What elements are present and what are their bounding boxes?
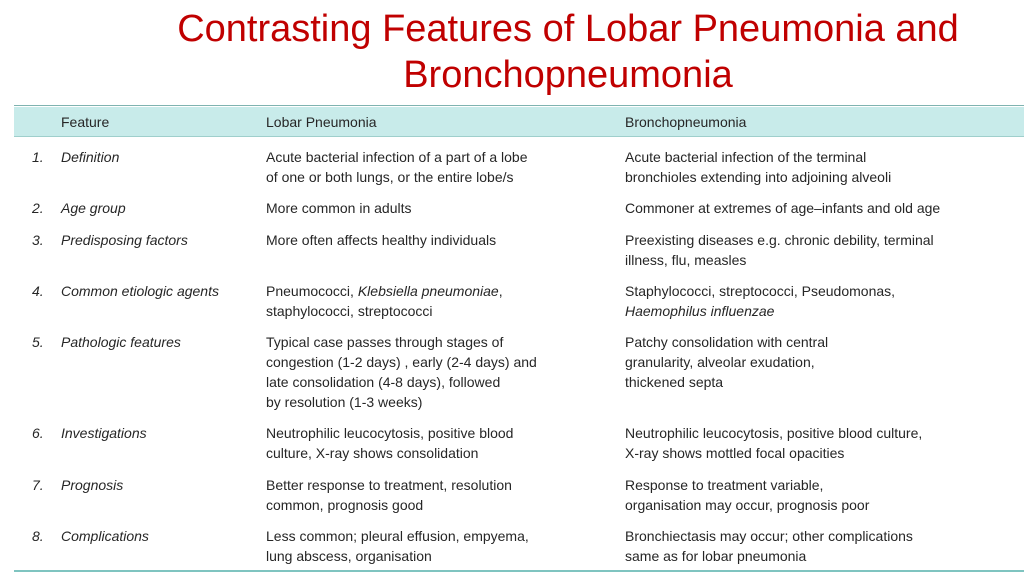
row-feature: Prognosis	[61, 477, 124, 493]
row-number: 1.	[32, 149, 44, 165]
lobar-agents-text: Pneumococci,	[266, 283, 358, 299]
row-broncho-cell: Neutrophilic leucocytosis, positive blood culture, X-ray shows mottled focal opacities	[625, 425, 923, 461]
row-number: 5.	[32, 334, 44, 350]
row-broncho-cell: Response to treatment variable, organisation may occur, prognosis poor	[625, 477, 870, 513]
row-number: 4.	[32, 283, 44, 299]
broncho-agents-text: Staphylococci, streptococci, Pseudomonas,	[625, 283, 896, 299]
row-feature: Complications	[61, 528, 149, 544]
comparison-table	[14, 107, 1024, 564]
row-number: 3.	[32, 232, 44, 248]
page-title	[128, 6, 1008, 98]
row-broncho-cell: Patchy consolidation with central granularity, alveolar exudation, thickened septa	[625, 334, 829, 390]
row-lobar-cell: Better response to treatment, resolution common, prognosis good	[266, 477, 512, 513]
row-number: 7.	[32, 477, 44, 493]
header-feature: Feature	[61, 114, 110, 130]
title-line-1: Contrasting Features of Lobar Pneumonia and	[177, 8, 959, 50]
table-top-rule	[14, 105, 1024, 106]
header-broncho: Bronchopneumonia	[625, 114, 747, 130]
row-feature: Common etiologic agents	[61, 283, 219, 299]
row-feature: Age group	[61, 200, 126, 216]
table-header-row	[14, 107, 1024, 137]
row-broncho-cell: Bronchiectasis may occur; other complications same as for lobar pneumonia	[625, 528, 913, 564]
lobar-agents-text-2: staphylococci, streptococci	[266, 303, 433, 319]
row-broncho-cell	[625, 281, 1020, 321]
row-lobar-cell: Typical case passes through stages of congestion (1-2 days) , early (2-4 days) and late consolidation (4-8 days), followed by resolution (1-3 weeks)	[266, 334, 537, 410]
row-feature: Predisposing factors	[61, 232, 188, 248]
table-bottom-rule	[14, 570, 1024, 572]
title-line-2: Bronchopneumonia	[403, 54, 733, 96]
row-broncho-cell: Acute bacterial infection of the terminal bronchioles extending into adjoining alveoli	[625, 149, 892, 185]
row-feature: Investigations	[61, 425, 147, 441]
row-lobar-cell: More common in adults	[266, 200, 412, 216]
lobar-agents-comma: ,	[498, 283, 503, 299]
row-number: 8.	[32, 528, 44, 544]
row-lobar-cell	[266, 281, 616, 321]
broncho-agents-haemophilus: Haemophilus influenzae	[625, 303, 775, 319]
row-lobar-cell: More often affects healthy individuals	[266, 232, 497, 248]
header-lobar: Lobar Pneumonia	[266, 114, 377, 130]
row-lobar-cell: Acute bacterial infection of a part of a lobe of one or both lungs, or the entire lobe/s	[266, 149, 528, 185]
row-number: 2.	[32, 200, 44, 216]
lobar-agents-klebsiella: Klebsiella pneumoniae	[357, 283, 499, 299]
row-number: 6.	[32, 425, 44, 441]
row-broncho-cell: Preexisting diseases e.g. chronic debility, terminal illness, flu, measles	[625, 232, 934, 268]
row-broncho-cell: Commoner at extremes of age–infants and old age	[625, 200, 941, 216]
row-lobar-cell: Less common; pleural effusion, empyema, lung abscess, organisation	[266, 528, 529, 564]
row-feature: Pathologic features	[61, 334, 181, 350]
row-feature: Definition	[61, 149, 120, 165]
row-lobar-cell: Neutrophilic leucocytosis, positive blood culture, X-ray shows consolidation	[266, 425, 514, 461]
